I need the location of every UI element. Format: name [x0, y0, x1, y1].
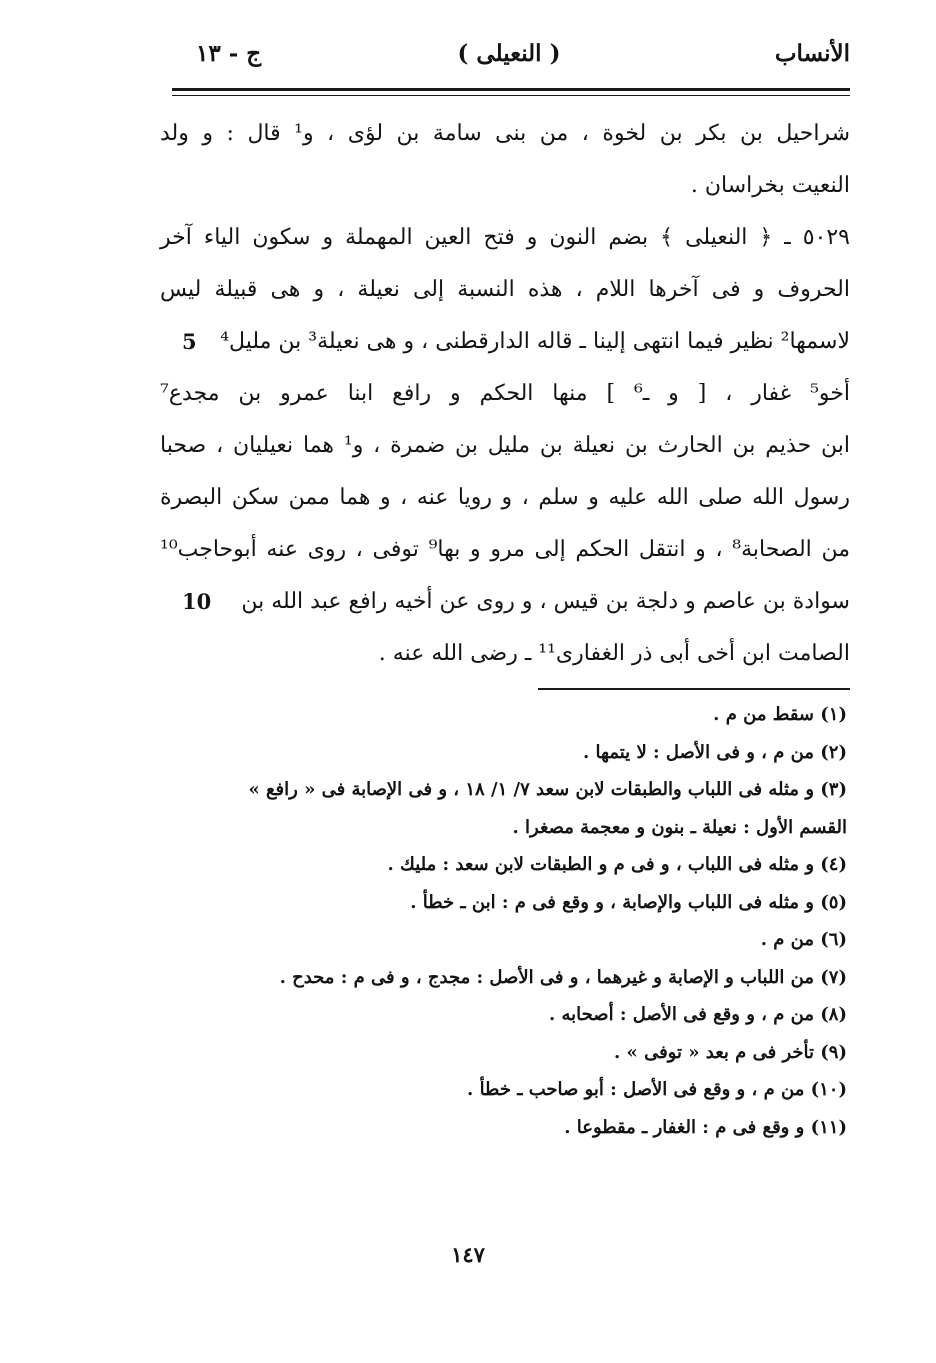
running-header — [168, 40, 850, 84]
header-book-title: الأنساب — [774, 40, 850, 67]
text-line: ٥٠٢٩ ـ ﴿ النعيلى ﴾ بضم النون و فتح العين المهملة و سكون الياء آخر — [160, 225, 850, 250]
header-rule-thick — [172, 88, 850, 91]
footnote-separator — [538, 688, 850, 690]
text-line — [160, 576, 850, 628]
footnote: (٣) و مثله فى اللباب والطبقات لابن سعد ٧/ ١/ ١٨ ، و فى الإصابة فى « رافع » — [248, 779, 847, 800]
header-entry-title: ( النعيلى ) — [457, 40, 561, 67]
text-line: الصامت ابن أخى أبى ذر الغفارى¹¹ ـ رضى الله عنه . — [378, 641, 850, 666]
footnote: (٩) تأخر فى م بعد « توفى » . — [614, 1041, 847, 1063]
text-line: رسول الله صلى الله عليه و سلم ، و رويا عنه ، و هما ممن سكن البصرة — [160, 485, 850, 510]
page-number: ١٤٧ — [451, 1242, 485, 1267]
text-line: أخو⁵ غفار ، [ و ـ⁶ ] منها الحكم و رافع ابنا عمرو بن مجدع⁷ — [160, 381, 850, 406]
header-volume: ج - ١٣ — [196, 40, 262, 67]
line-number-5: 5 — [182, 329, 197, 354]
main-text — [160, 108, 850, 680]
footnote: (٦) من م . — [760, 929, 847, 950]
text-line: الحروف و فى آخرها اللام ، هذه النسبة إلى نعيلة ، و هى قبيلة ليس — [160, 277, 850, 302]
text-line: من الصحابة⁸ ، و انتقل الحكم إلى مرو و بها⁹ توفى ، روى عنه أبوحاجب¹⁰ — [160, 537, 850, 562]
footnote: (١٠) من م ، و وقع فى الأصل : أبو صاحب ـ خطأ . — [467, 1079, 847, 1100]
footnotes — [175, 696, 847, 1146]
text-line-content: سوادة بن عاصم و دلجة بن قيس ، و روى عن أخيه رافع عبد الله بن — [241, 589, 850, 614]
footnote: (٢) من م ، و فى الأصل : لا يتمها . — [583, 741, 847, 763]
footnote: (٤) و مثله فى اللباب ، و فى م و الطبقات لابن سعد : مليك . — [387, 854, 847, 875]
text-line — [160, 316, 850, 368]
line-number-10: 10 — [182, 589, 212, 614]
footnote: (٥) و مثله فى اللباب والإصابة ، و وقع فى م : ابن ـ خطأ . — [410, 891, 847, 913]
footnote: القسم الأول : نعيلة ـ بنون و معجمة مصغرا . — [512, 816, 847, 838]
footnote: (١١) و وقع فى م : الغفار ـ مقطوعا . — [564, 1116, 847, 1138]
footnote: (٨) من م ، و وقع فى الأصل : أصحابه . — [548, 1004, 847, 1025]
text-line: النعيت بخراسان . — [690, 173, 850, 198]
header-rule-thin — [172, 95, 850, 96]
footnote: (٧) من اللباب و الإصابة و غيرهما ، و فى الأصل : مجدج ، و فى م : محدح . — [279, 966, 847, 988]
footnote: (١) سقط من م . — [713, 704, 847, 725]
text-line: شراحيل بن بكر بن لخوة ، من بنى سامة بن لؤى ، و¹ قال : و ولد — [160, 121, 851, 146]
text-line: ابن حذيم بن الحارث بن نعيلة بن مليل بن ضمرة ، و¹ هما نعيليان ، صحبا — [160, 433, 850, 458]
text-line-content: لاسمها² نظير فيما انتهى إلينا ـ قاله الدارقطنى ، و هى نعيلة³ بن مليل⁴ — [220, 329, 850, 354]
